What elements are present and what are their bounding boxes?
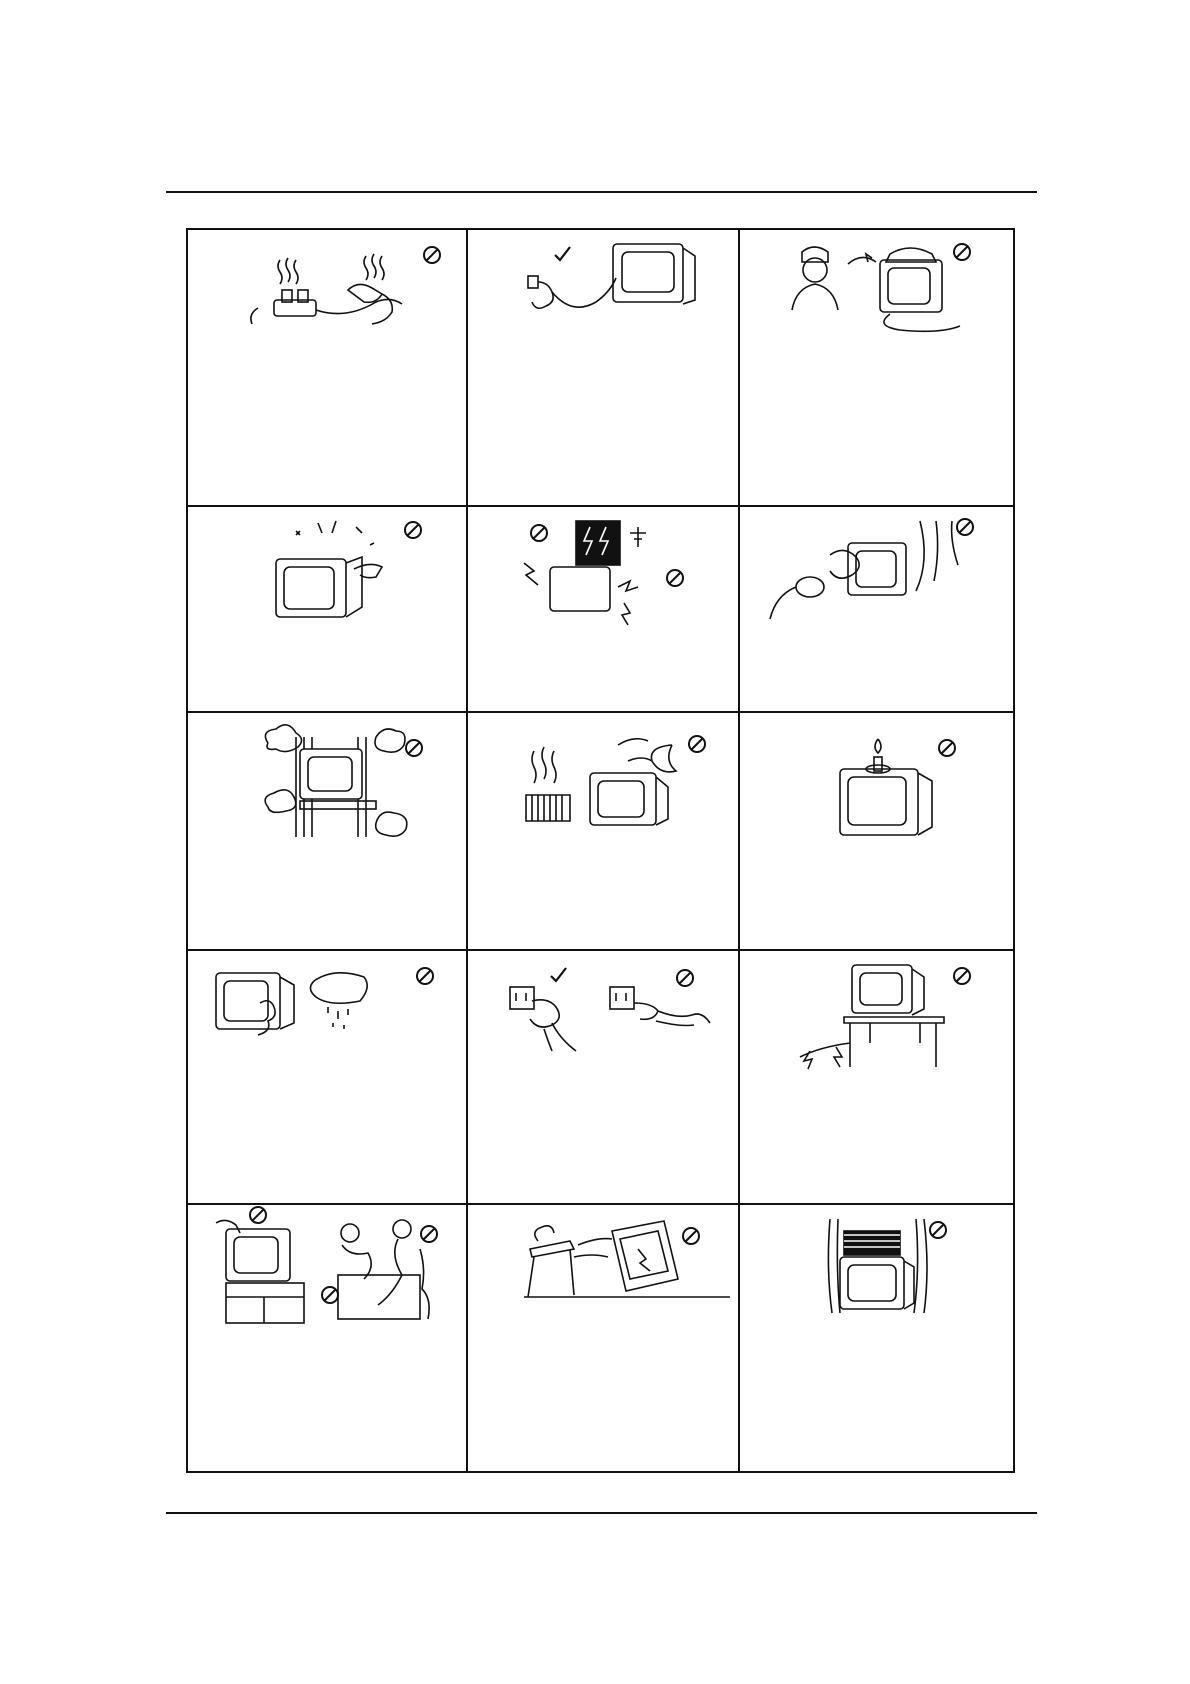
cell-objects-on-tv [740, 1205, 1013, 1471]
cell-unplugging-correctly [468, 951, 738, 1203]
pulling-plug-by-cord-illustration [468, 951, 738, 1203]
footer-rule [166, 1512, 1037, 1514]
cell-children-climbing [188, 1205, 466, 1471]
sparks-from-tv-illustration [188, 507, 466, 711]
prohibited-icon [664, 567, 686, 589]
cord-under-tv-stand-illustration [740, 951, 1013, 1203]
header-rule [166, 191, 1037, 193]
cell-wet-cloth-cleaning [188, 951, 466, 1203]
check-icon [548, 965, 568, 985]
cell-tv-plugged-in [468, 230, 738, 505]
cell-heat-damaged-cord [188, 230, 466, 505]
prohibited-icon [402, 519, 424, 541]
prohibited-icon [528, 522, 550, 544]
safety-illustration-grid [186, 228, 1015, 1473]
prohibited-icon [421, 244, 443, 266]
lightning-near-tv-illustration [468, 507, 738, 711]
cell-tv-enclosed-cabinet [188, 713, 466, 949]
cell-lightning-storm [468, 507, 738, 711]
prohibited-icon [319, 1284, 341, 1306]
prohibited-icon [936, 737, 958, 759]
heat-damaged-power-strip-illustration [188, 230, 466, 505]
check-icon [552, 244, 572, 264]
cell-tv-falling [468, 1205, 738, 1471]
prohibited-icon [403, 737, 425, 759]
prohibited-icon [686, 733, 708, 755]
technician-repairing-tv-illustration [740, 230, 1013, 505]
prohibited-icon [414, 965, 436, 987]
cell-candle-on-tv [740, 713, 1013, 949]
objects-stacked-on-tv-illustration [740, 1205, 1013, 1471]
tv-plugged-into-outlet-illustration [468, 230, 738, 505]
cell-cord-pinched-under-stand [740, 951, 1013, 1203]
cell-service-technician [740, 230, 1013, 505]
cell-steam-near-tv [740, 507, 1013, 711]
candle-on-tv-illustration [740, 713, 1013, 949]
prohibited-icon [951, 965, 973, 987]
cell-sparks-from-tv [188, 507, 466, 711]
wiping-tv-with-wet-cloth-illustration [188, 951, 466, 1203]
prohibited-icon [247, 1205, 269, 1226]
prohibited-icon [674, 967, 696, 989]
prohibited-icon [680, 1225, 702, 1247]
prohibited-icon [954, 516, 976, 538]
cell-heater-and-sunlight [468, 713, 738, 949]
prohibited-icon [418, 1223, 440, 1245]
prohibited-icon [927, 1219, 949, 1241]
prohibited-icon [951, 241, 973, 263]
